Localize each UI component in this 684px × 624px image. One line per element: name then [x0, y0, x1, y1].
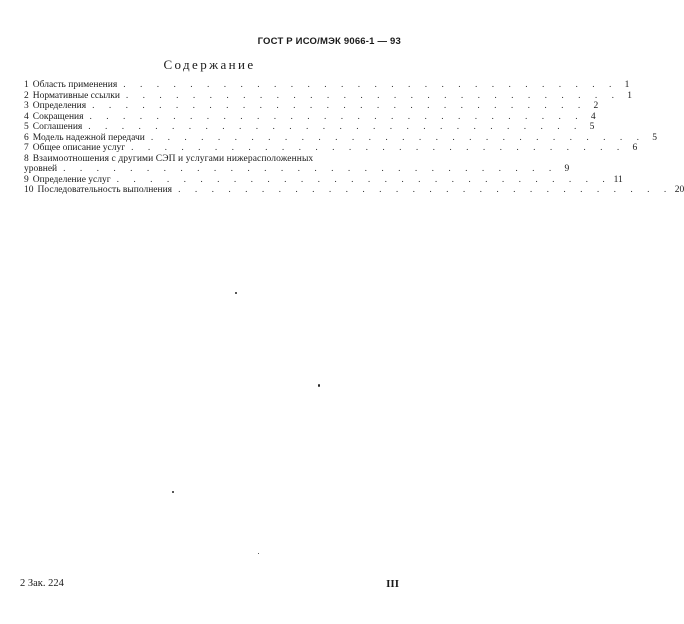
- toc-label: Последовательность выполнения: [37, 185, 173, 195]
- toc-page: 6: [632, 143, 638, 153]
- toc-entry-4[interactable]: [24, 111, 596, 123]
- toc-label: Область применения: [32, 80, 118, 90]
- toc-page: 4: [590, 111, 596, 122]
- toc-entry-3[interactable]: [24, 101, 599, 112]
- toc-leader: . . . . . . . . . . . . . . . . . . . . . . . . . . . . . .: [123, 80, 618, 90]
- toc-entry-8-continuation[interactable]: [24, 164, 570, 175]
- toc-page: 5: [589, 122, 595, 132]
- page-number: III: [386, 578, 399, 590]
- toc-leader: . . . . . . . . . . . . . . . . . . . . . . . . . . . . . .: [89, 111, 584, 122]
- toc-number: 9: [24, 174, 29, 185]
- scan-speck: [235, 292, 237, 294]
- toc-entry-6[interactable]: [24, 132, 657, 144]
- toc-entry-2[interactable]: [24, 90, 633, 102]
- toc-label: Определения: [32, 101, 87, 111]
- toc-number: 10: [24, 185, 34, 195]
- toc-label: Модель надежной передачи: [32, 132, 145, 143]
- standard-header: ГОСТ Р ИСО/МЭК 9066-1 — 93: [257, 36, 401, 47]
- toc-leader: . . . . . . . . . . . . . . . . . . . . . . . . . . . . . .: [178, 185, 673, 195]
- toc-leader: . . . . . . . . . . . . . . . . . . . . . . . . . . . . . .: [125, 90, 621, 101]
- toc-number: 4: [24, 111, 29, 122]
- toc-entry-7[interactable]: [24, 143, 638, 154]
- toc-entry-8[interactable]: [24, 154, 386, 165]
- toc-number: 5: [24, 122, 29, 132]
- toc-page: 20: [674, 185, 684, 195]
- toc-page: 9: [564, 164, 570, 174]
- scan-speck: [318, 384, 320, 387]
- toc-number: 3: [24, 101, 29, 111]
- toc-leader: . . . . . . . . . . . . . . . . . . . . . . . . . . . . . .: [63, 164, 558, 174]
- toc-entry-9[interactable]: [24, 174, 623, 186]
- toc-number: 6: [24, 132, 29, 143]
- toc-number: 7: [24, 143, 29, 153]
- toc-page: 1: [627, 90, 633, 101]
- toc-label: Взаимоотношения с другими СЭП и услугами нижерасположенных: [32, 153, 314, 164]
- toc-leader: . . . . . . . . . . . . . . . . . . . . . . . . . . . . . .: [116, 174, 611, 185]
- toc-label-continuation: уровней: [24, 164, 58, 174]
- toc-label: Сокращения: [32, 111, 84, 122]
- toc-number: 1: [24, 80, 29, 90]
- toc-label: Нормативные ссылки: [32, 90, 120, 101]
- toc-leader: . . . . . . . . . . . . . . . . . . . . . . . . . . . . . .: [92, 101, 587, 111]
- toc-label: Общее описание услуг: [32, 143, 126, 153]
- toc-number: 8: [24, 153, 29, 164]
- toc-page: 2: [593, 101, 599, 111]
- printing-order-mark: 2 Зак. 224: [20, 578, 64, 589]
- scan-speck: [172, 491, 174, 493]
- toc-page: 11: [613, 174, 623, 185]
- toc-leader: . . . . . . . . . . . . . . . . . . . . . . . . . . . . . .: [88, 122, 583, 132]
- toc-leader: . . . . . . . . . . . . . . . . . . . . . . . . . . . . . .: [150, 132, 645, 143]
- toc-page: 1: [624, 80, 630, 90]
- toc-entry-1[interactable]: [24, 80, 630, 91]
- toc-leader: . . . . . . . . . . . . . . . . . . . . . . . . . . . . . .: [131, 143, 626, 153]
- table-of-contents: [24, 80, 684, 196]
- scan-speck: [258, 553, 259, 554]
- toc-entry-5[interactable]: [24, 122, 595, 133]
- page-title: Содержание: [163, 57, 256, 72]
- toc-page: 5: [652, 132, 657, 143]
- toc-number: 2: [24, 90, 29, 101]
- toc-label: Определение услуг: [32, 174, 111, 185]
- toc-label: Соглашения: [32, 122, 83, 132]
- toc-entry-10[interactable]: [24, 185, 684, 196]
